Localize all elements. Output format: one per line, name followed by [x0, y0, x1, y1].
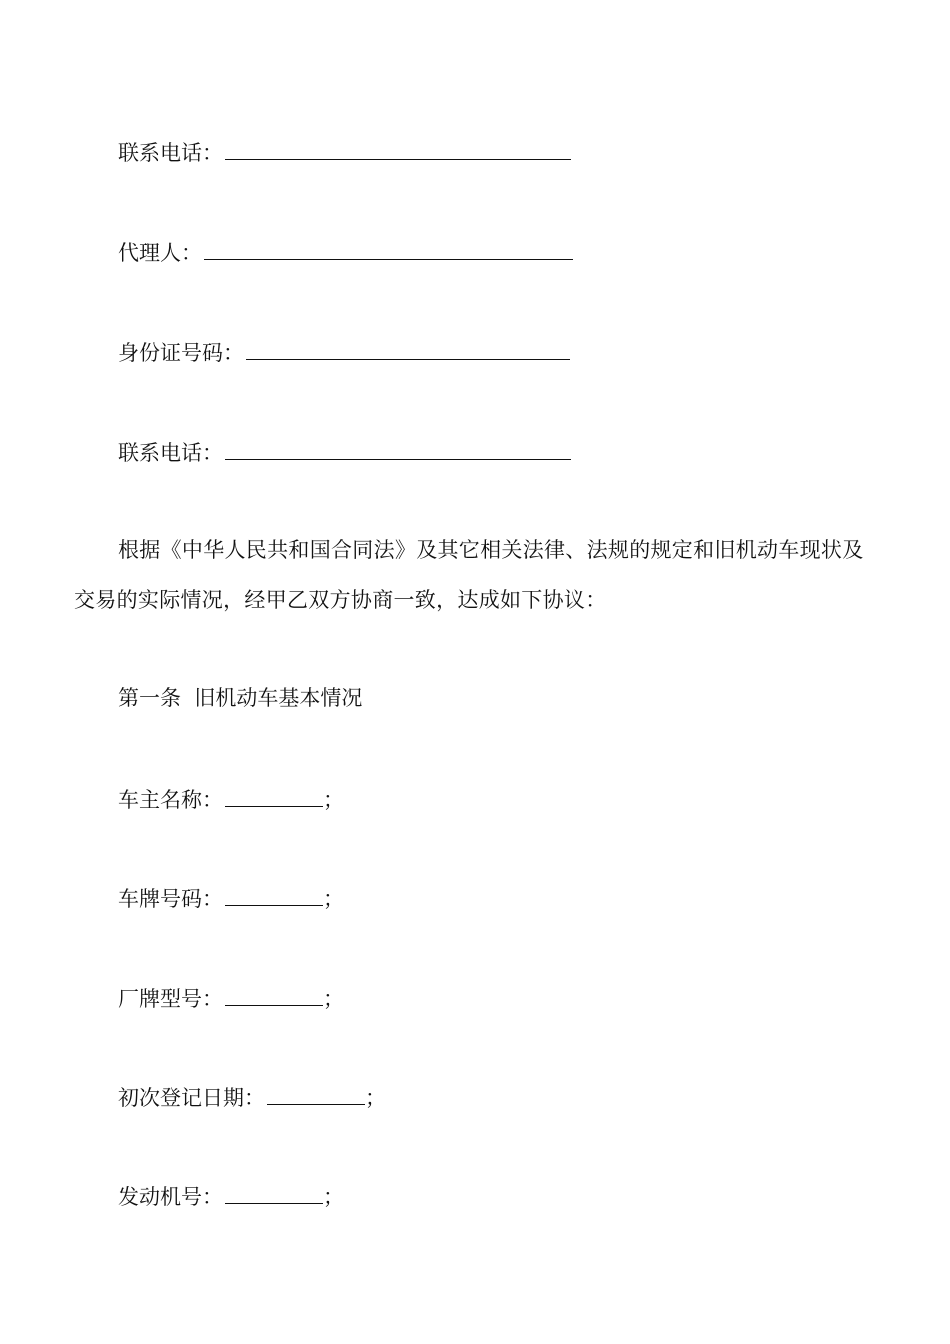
agent-line: [118, 238, 573, 268]
reg-date-blank[interactable]: [267, 1084, 365, 1105]
owner-suffix: ；: [323, 788, 344, 812]
plate-suffix: ；: [323, 887, 344, 911]
phone-blank-2[interactable]: [225, 439, 571, 460]
owner-blank[interactable]: [225, 786, 323, 807]
model-label: 厂牌型号：: [118, 987, 223, 1011]
agent-blank[interactable]: [204, 239, 573, 260]
plate-blank[interactable]: [225, 885, 323, 906]
article-1-heading: [118, 683, 362, 713]
reg-date-suffix: ；: [365, 1086, 386, 1110]
id-blank[interactable]: [246, 339, 570, 360]
phone-blank-1[interactable]: [225, 139, 571, 160]
reg-date-line: [118, 1083, 386, 1113]
id-line: [118, 338, 570, 368]
engine-line: [118, 1182, 344, 1212]
phone-line-1: [118, 138, 571, 168]
engine-blank[interactable]: [225, 1183, 323, 1204]
phone-line-2: [118, 438, 571, 468]
model-line: [118, 984, 344, 1014]
intro-paragraph: 根据《中华人民共和国合同法》及其它相关法律、法规的规定和旧机动车现状及交易的实际情况，经甲乙双方协商一致，达成如下协议：: [74, 538, 864, 612]
phone-label-1: 联系电话：: [118, 141, 223, 165]
agent-label: 代理人：: [118, 241, 202, 265]
reg-date-label: 初次登记日期：: [118, 1086, 265, 1110]
phone-label-2: 联系电话：: [118, 441, 223, 465]
owner-label: 车主名称：: [118, 788, 223, 812]
model-suffix: ；: [323, 987, 344, 1011]
engine-suffix: ；: [323, 1185, 344, 1209]
engine-label: 发动机号：: [118, 1185, 223, 1209]
model-blank[interactable]: [225, 985, 323, 1006]
article-1-heading-text: 第一条 旧机动车基本情况: [118, 686, 363, 710]
owner-line: [118, 785, 344, 815]
plate-label: 车牌号码：: [118, 887, 223, 911]
plate-line: [118, 884, 344, 914]
id-label: 身份证号码：: [118, 341, 244, 365]
